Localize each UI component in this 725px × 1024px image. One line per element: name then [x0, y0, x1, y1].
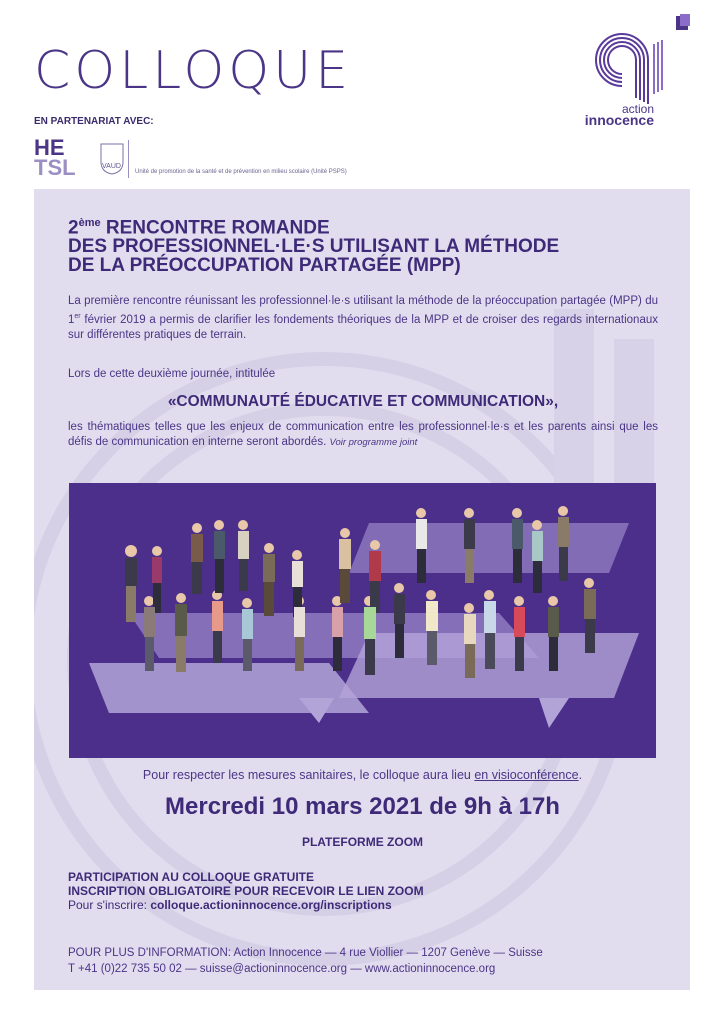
programme-note[interactable]: Voir programme joint	[329, 437, 418, 448]
heading-line-1	[68, 214, 668, 237]
mandatory-registration: INSCRIPTION OBLIGATOIRE POUR RECEVOIR LE LIEN ZOOM	[68, 884, 424, 898]
logo-divider	[128, 140, 129, 178]
page-title: COLLOQUE	[34, 41, 353, 101]
action-innocence-wordmark	[578, 104, 654, 126]
heading-ordinal: 2	[68, 217, 79, 239]
psps-unit-label: Unité de promotion de la santé et de prévention en milieu scolaire (Unité PSPS)	[135, 169, 347, 175]
contact-line-2: T +41 (0)22 735 50 02 — suisse@actioninnocence.org — www.actioninnocence.org	[68, 963, 496, 975]
hetsl-logo	[34, 135, 76, 180]
logo-word-innocence: innocence	[584, 112, 654, 128]
register-label: Pour s'inscrire:	[68, 898, 151, 912]
sanitary-text-a: Pour respecter les mesures sanitaires, le colloque aura lieu	[142, 768, 475, 782]
hetsl-logo-he: HE	[34, 135, 65, 160]
sanitary-text-b: .	[578, 768, 583, 782]
register-line	[68, 898, 424, 912]
sanitary-notice	[69, 768, 656, 782]
intro-sup: er	[74, 313, 81, 320]
heading-line-3: DE LA PRÉOCCUPATION PARTAGÉE (MPP)	[68, 255, 461, 277]
event-theme: «COMMUNAUTÉ ÉDUCATIVE ET COMMUNICATION»,	[167, 393, 559, 410]
vaud-logo-text: VAUD	[102, 163, 121, 170]
contact-info	[68, 945, 543, 977]
visioconference-link[interactable]: en visioconférence	[474, 768, 579, 782]
intro-text-a: La première rencontre réunissant les professionnel·le·s utilisant la méthode de la préoccupation partagée (MPP) du 1	[68, 295, 658, 326]
register-link[interactable]: colloque.actioninnocence.org/inscriptions	[150, 898, 392, 912]
intro-paragraph	[68, 294, 658, 343]
registration-block	[68, 870, 424, 912]
lead-in-text: Lors de cette deuxième journée, intitulée	[68, 368, 276, 380]
heading-line-1-text: RENCONTRE ROMANDE	[100, 217, 330, 239]
event-date: Mercredi 10 mars 2021 de 9h à 17h	[165, 793, 560, 820]
logo-word-action: action	[621, 102, 654, 116]
hetsl-logo-tsl: TSL	[34, 155, 76, 180]
themes-paragraph	[68, 420, 658, 450]
partnership-label: EN PARTENARIAT AVEC:	[34, 116, 154, 127]
intro-text-b: février 2019 a permis de clarifier les fondements théoriques de la MPP et de croiser des regards internationaux sur différentes pratiques de terrain.	[68, 313, 658, 341]
networking-illustration	[69, 483, 656, 758]
illustration-scene	[69, 483, 656, 758]
themes-text: les thématiques telles que les enjeux de communication entre les professionnel·le·s et les parents ainsi que les défis de communication en interne seront abordés.	[68, 421, 658, 448]
heading-ordinal-sup: ème	[78, 217, 101, 229]
platform-label: PLATEFORME ZOOM	[301, 835, 424, 849]
contact-line-1: POUR PLUS D'INFORMATION: Action Innocence — 4 rue Viollier — 1207 Genève — Suisse	[68, 947, 543, 959]
event-heading	[68, 214, 668, 275]
heading-line-2: DES PROFESSIONNEL·LE·S UTILISANT LA MÉTHODE	[68, 236, 560, 258]
vaud-logo	[98, 140, 126, 176]
free-participation: PARTICIPATION AU COLLOQUE GRATUITE	[68, 870, 314, 884]
